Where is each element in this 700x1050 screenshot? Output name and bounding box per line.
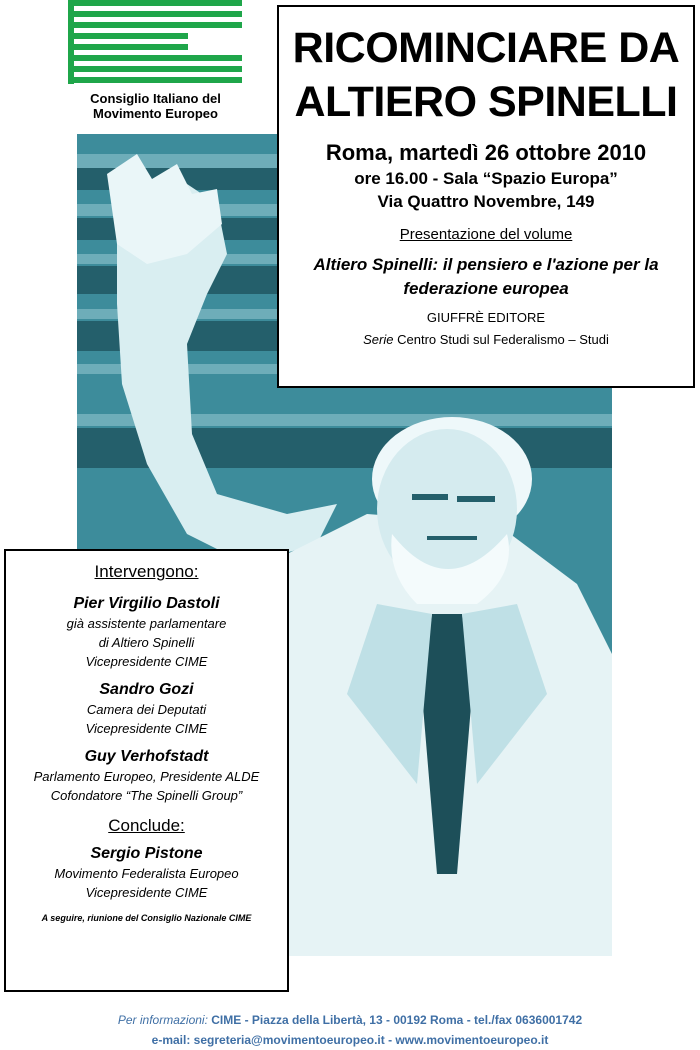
- speaker-role: di Altiero Spinelli: [98, 635, 195, 650]
- speaker-name: Sandro Gozi: [99, 681, 194, 698]
- speaker-role: Vicepresidente CIME: [85, 654, 208, 669]
- footer-info-text: CIME - Piazza della Libertà, 13 - 00192 Roma - tel./fax 0636001742: [211, 1013, 583, 1027]
- speaker-role: Vicepresidente CIME: [85, 721, 208, 736]
- book-title: [297, 253, 675, 301]
- speaker-role: Cofondatore “The Spinelli Group”: [50, 788, 243, 803]
- book-title-line1: Altiero Spinelli: il pensiero e l'azione per la: [313, 255, 659, 274]
- event-date: Roma, martedì 26 ottobre 2010: [325, 140, 647, 165]
- footer-info-line: [0, 1010, 700, 1030]
- series-name: Centro Studi sul Federalismo – Studi: [397, 332, 609, 347]
- event-title-line1: RICOMINCIARE DA: [292, 24, 680, 72]
- event-title-line2: ALTIERO SPINELLI: [294, 78, 678, 126]
- speaker-role: già assistente parlamentare: [66, 616, 227, 631]
- series-prefix: Serie: [363, 332, 394, 347]
- speaker-role: Camera dei Deputati: [86, 702, 207, 717]
- follow-note: A seguire, riunione del Consiglio Nazionale CIME: [41, 913, 252, 923]
- footer-contact: [0, 1010, 700, 1050]
- speaker-name: Pier Virgilio Dastoli: [73, 595, 220, 612]
- event-title-box: [277, 5, 695, 388]
- footer-info-label: Per informazioni:: [117, 1013, 208, 1027]
- speaker-item: [6, 746, 287, 805]
- book-title-line2: federazione europea: [403, 279, 569, 298]
- speaker-item: [6, 679, 287, 738]
- conclusion-heading: Conclude:: [108, 816, 185, 835]
- speakers-heading: Intervengono:: [94, 562, 199, 581]
- event-title: [279, 21, 693, 129]
- concluder-item: [6, 843, 287, 902]
- speaker-role: Parlamento Europeo, Presidente ALDE: [33, 769, 260, 784]
- speaker-item: [6, 593, 287, 671]
- cime-logo-stripes: [68, 0, 242, 84]
- speakers-box: [4, 549, 289, 992]
- concluder-role: Vicepresidente CIME: [85, 885, 208, 900]
- presentation-label: Presentazione del volume: [399, 226, 573, 243]
- logo-text-line2: Movimento Europeo: [93, 106, 218, 121]
- event-address: Via Quattro Novembre, 149: [377, 192, 595, 211]
- footer-email-line: [0, 1030, 700, 1050]
- cime-logo: [68, 0, 243, 120]
- logo-text-line1: Consiglio Italiano del: [90, 91, 221, 106]
- footer-email-text[interactable]: e-mail: segreteria@movimentoeuropeo.it - www.movimentoeuropeo.it: [151, 1033, 549, 1047]
- book-series: [279, 331, 693, 349]
- event-time-place: ore 16.00 - Sala “Spazio Europa”: [354, 169, 618, 188]
- publisher: GIUFFRÈ EDITORE: [426, 310, 546, 325]
- speaker-name: Guy Verhofstadt: [84, 748, 209, 765]
- concluder-role: Movimento Federalista Europeo: [54, 866, 239, 881]
- concluder-name: Sergio Pistone: [90, 845, 203, 862]
